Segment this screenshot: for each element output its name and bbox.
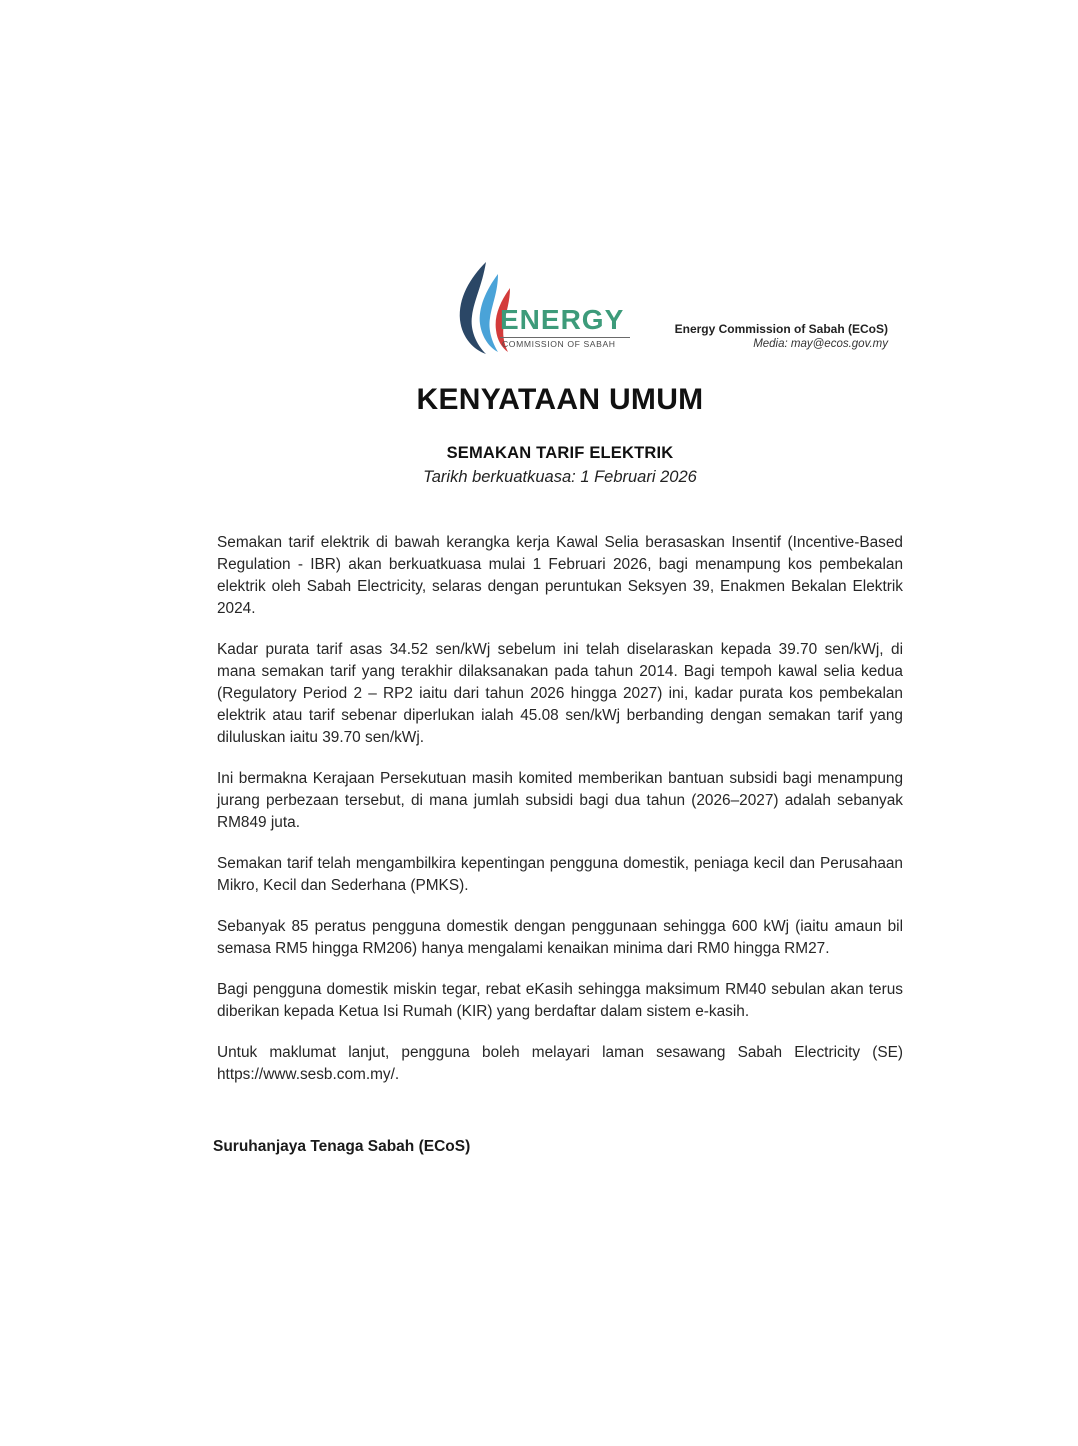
paragraph: Kadar purata tarif asas 34.52 sen/kWj sebelum ini telah diselaraskan kepada 39.70 sen/kWj, di mana semakan tarif yang terakhir dilaksanakan pada tahun 2014. Bagi tempoh kawal selia kedua (Regulatory Period 2 – RP2 iaitu dari tahun 2026 hingga 2027) ini, kadar purata kos pembekalan elektrik atau tarif sebenar diperlukan ialah 45.08 sen/kWj berbanding dengan semakan tarif yang diluluskan iaitu 39.70 sen/kWj. bbox=[217, 641, 903, 746]
document-subtitle: SEMAKAN TARIF ELEKTRIK bbox=[446, 444, 674, 462]
document-title: KENYATAAN UMUM bbox=[416, 383, 704, 416]
logo-wordmark: ENERGY bbox=[500, 304, 625, 335]
org-contact-block bbox=[675, 322, 888, 352]
paragraph: Sebanyak 85 peratus pengguna domestik dengan penggunaan sehingga 600 kWj (iaitu amaun bil semasa RM5 hingga RM206) hanya mengalami kenaikan minima dari RM0 hingga RM27. bbox=[217, 918, 903, 957]
paragraph: Semakan tarif elektrik di bawah kerangka kerja Kawal Selia berasaskan Insentif (Incentive-Based Regulation - IBR) akan berkuatkuasa mulai 1 Februari 2026, bagi menampung kos pembekalan elektrik oleh Sabah Electricity, selaras dengan peruntukan Seksyen 39, Enakmen Bekalan Elektrik 2024. bbox=[217, 534, 903, 617]
logo-divider bbox=[500, 337, 630, 338]
paragraph-website: Untuk maklumat lanjut, pengguna boleh melayari laman sesawang Sabah Electricity (SE) https://www.sesb.com.my/. bbox=[217, 1044, 903, 1083]
logo-subtitle: COMMISSION OF SABAH bbox=[502, 339, 616, 349]
paragraph: Semakan tarif telah mengambilkira kepentingan pengguna domestik, peniaga kecil dan Perusahaan Mikro, Kecil dan Sederhana (PMKS). bbox=[217, 855, 903, 894]
body-text bbox=[217, 532, 903, 1105]
energy-commission-logo bbox=[452, 258, 637, 358]
paragraph: Ini bermakna Kerajaan Persekutuan masih komited memberikan bantuan subsidi bagi menampung jurang perbezaan tersebut, di mana jumlah subsidi bagi dua tahun (2026–2027) adalah sebanyak RM849 juta. bbox=[217, 770, 903, 831]
org-name: Energy Commission of Sabah (ECoS) bbox=[674, 322, 888, 336]
media-contact: Media: may@ecos.gov.my bbox=[753, 338, 888, 350]
signature: Suruhanjaya Tenaga Sabah (ECoS) bbox=[213, 1138, 471, 1155]
effective-date: Tarikh berkuatkuasa: 1 Februari 2026 bbox=[423, 468, 697, 486]
paragraph: Bagi pengguna domestik miskin tegar, rebat eKasih sehingga maksimum RM40 sebulan akan terus diberikan kepada Ketua Isi Rumah (KIR) yang berdaftar dalam sistem e-kasih. bbox=[217, 981, 903, 1020]
